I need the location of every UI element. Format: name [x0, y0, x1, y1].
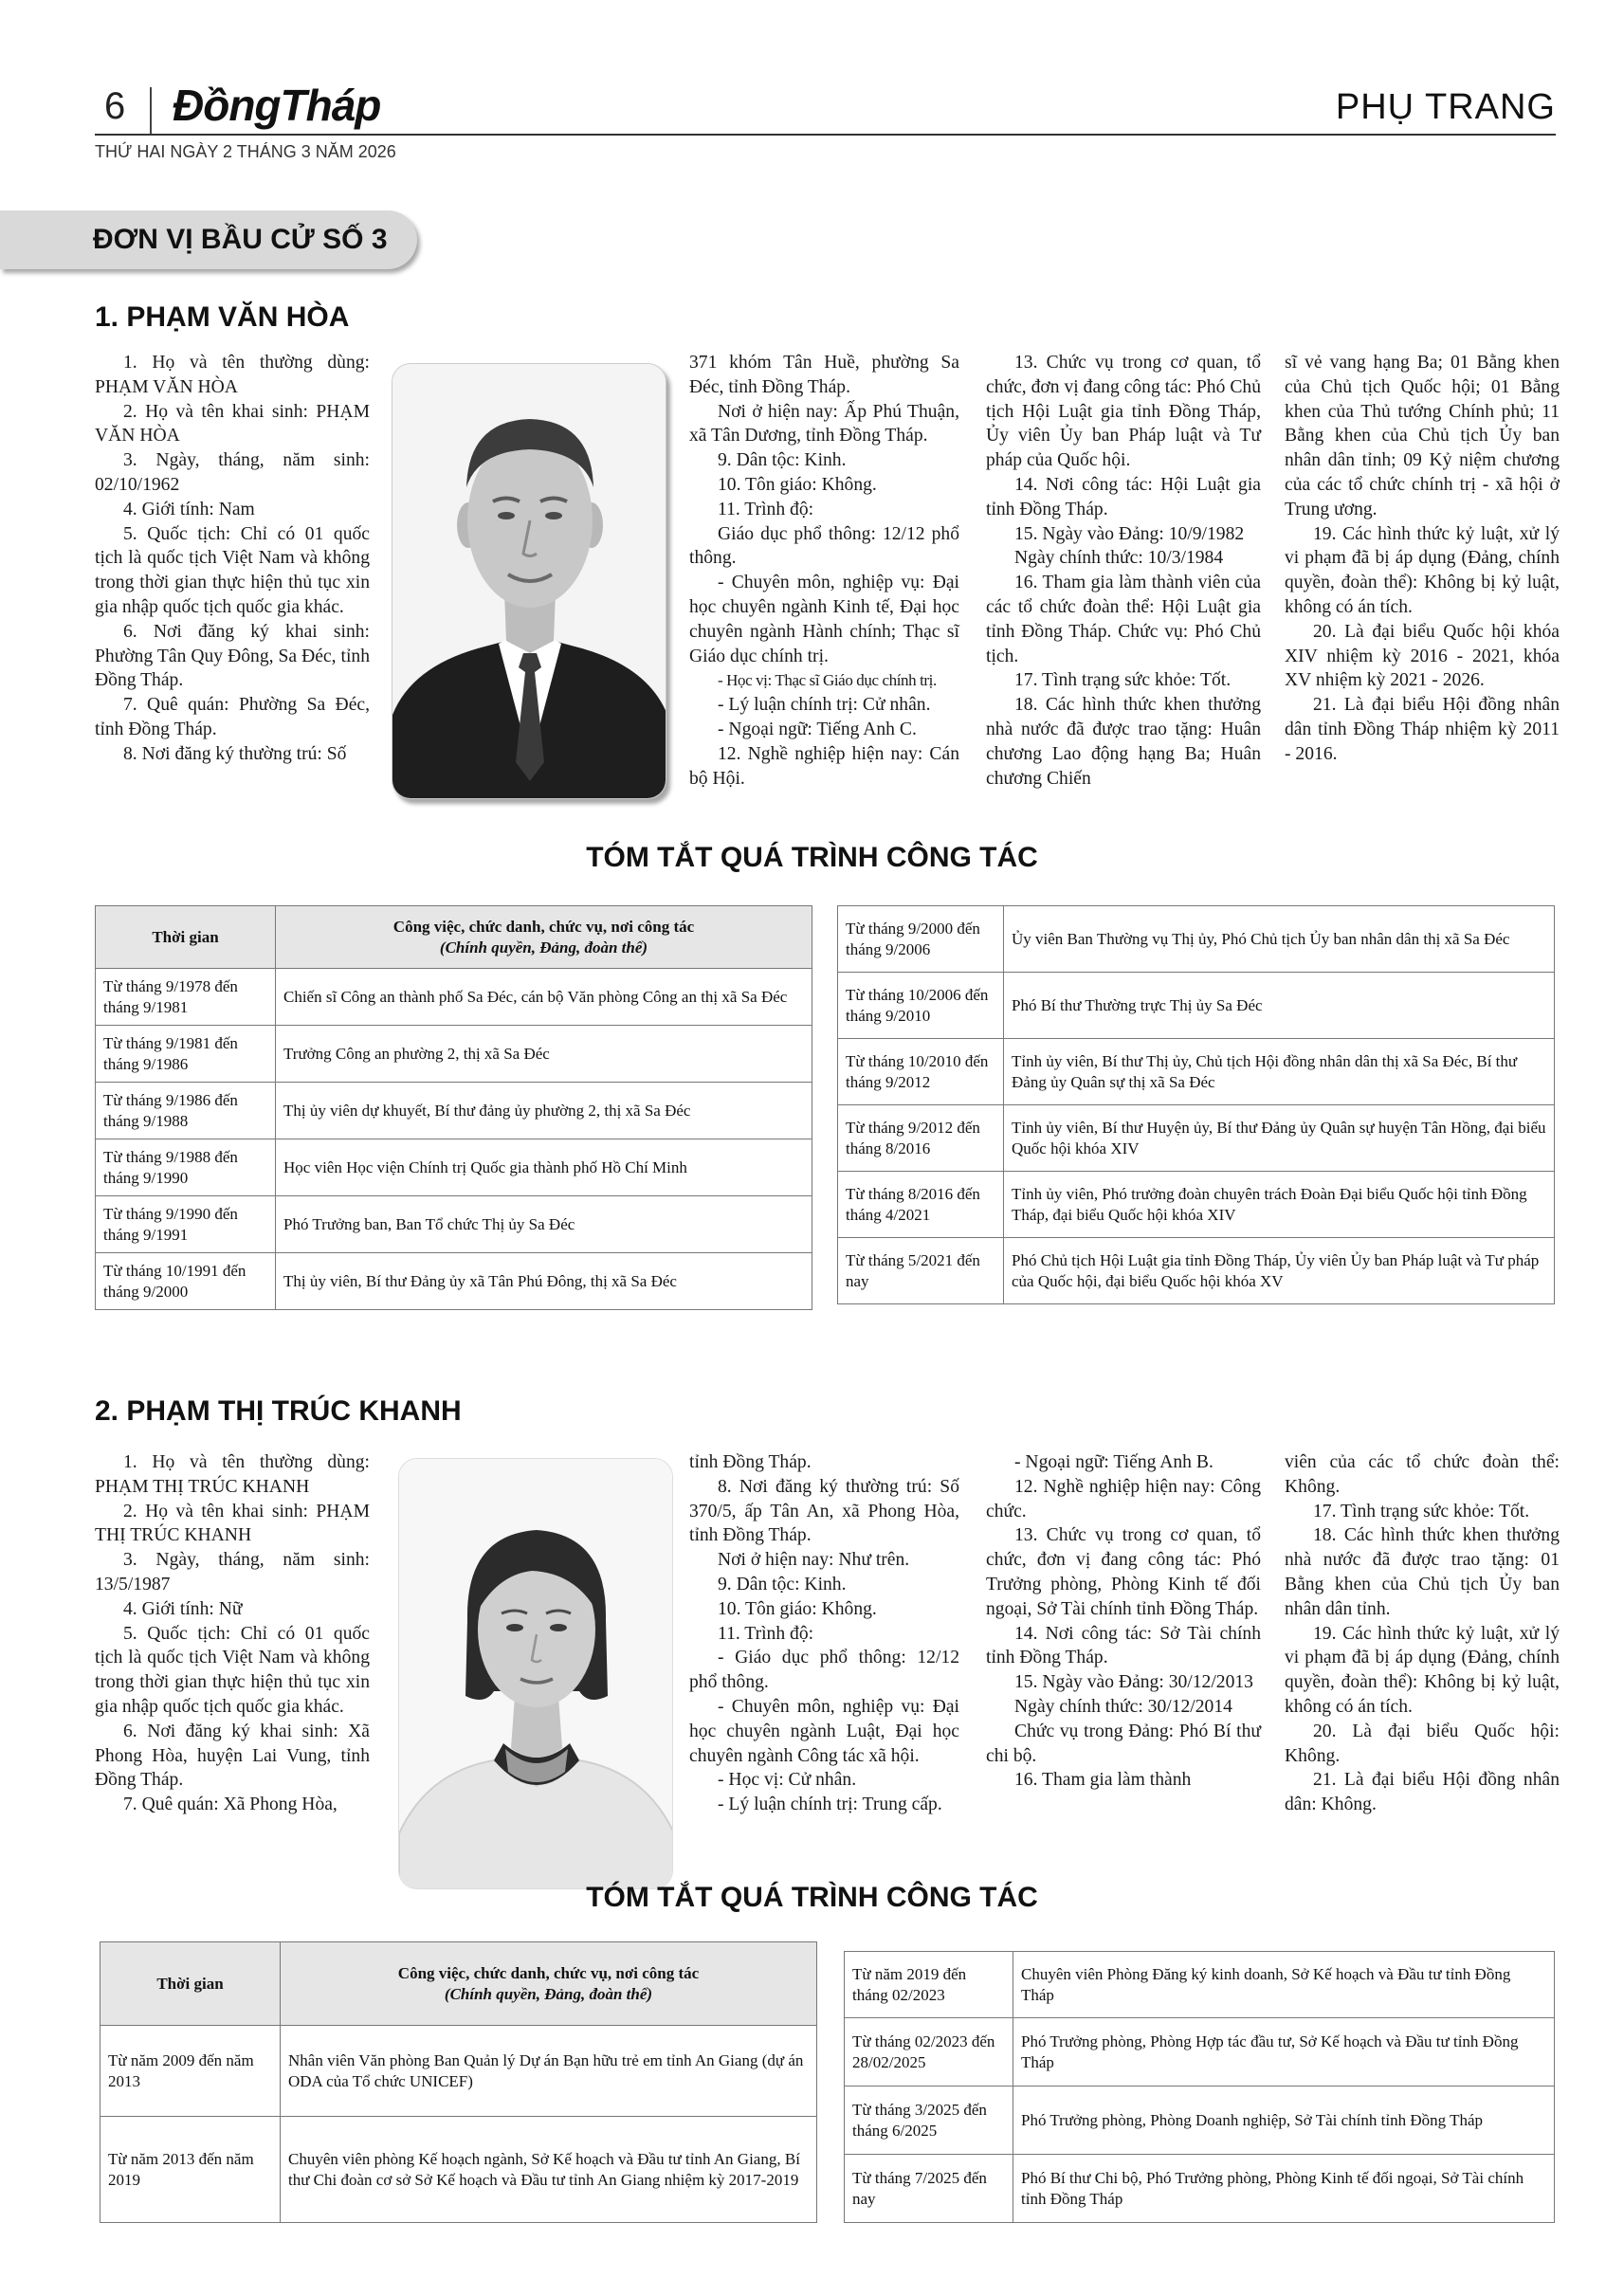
- time-cell: Từ tháng 5/2021 đến nay: [838, 1238, 1004, 1304]
- table-row: [838, 973, 1555, 1039]
- paragraph: Ngày chính thức: 10/3/1984: [1014, 548, 1224, 569]
- paragraph: tỉnh Đồng Tháp.: [689, 1452, 812, 1472]
- paragraph: 8. Nơi đăng ký thường trú: Số 370/5, ấp Tân An, xã Phong Hòa, tỉnh Đồng Tháp.: [689, 1476, 959, 1546]
- paragraph: Chức vụ trong Đảng: Phó Bí thư chi bộ.: [986, 1721, 1261, 1766]
- paragraph: Giáo dục phổ thông: 12/12 phổ thông.: [689, 523, 959, 569]
- time-cell: Từ tháng 9/1988 đến tháng 9/1990: [96, 1139, 276, 1196]
- table-row: [838, 906, 1555, 973]
- paragraph: 7. Quê quán: Xã Phong Hòa,: [123, 1795, 338, 1815]
- job-cell: Phó Trưởng phòng, Phòng Doanh nghiệp, Sở Tài chính tỉnh Đồng Tháp: [1013, 2086, 1555, 2155]
- paragraph: - Lý luận chính trị: Trung cấp.: [718, 1795, 942, 1815]
- job-cell: Chuyên viên phòng Kế hoạch ngành, Sở Kế hoạch và Đầu tư tỉnh An Giang, Bí thư Chi đoàn cơ sở Sở Kế hoạch và Đầu tư tỉnh An Giang nhiệm kỳ 2017-2019: [281, 2117, 817, 2223]
- table-row: [845, 2086, 1555, 2155]
- paragraph: 13. Chức vụ trong cơ quan, tổ chức, đơn vị đang công tác: Phó Trưởng phòng, Phòng Kinh tế đối ngoại, Sở Tài chính tỉnh Đồng Tháp.: [986, 1525, 1261, 1619]
- paragraph: - Lý luận chính trị: Cử nhân.: [718, 695, 931, 716]
- time-cell: Từ tháng 10/1991 đến tháng 9/2000: [96, 1253, 276, 1310]
- candidate-1-column-2: [689, 351, 959, 791]
- time-cell: Từ năm 2009 đến năm 2013: [100, 2026, 281, 2117]
- header-rule: [95, 134, 1556, 136]
- candidate-2-title: 2. PHẠM THỊ TRÚC KHANH: [95, 1395, 462, 1427]
- paragraph: Nơi ở hiện nay: Như trên.: [718, 1550, 910, 1571]
- candidate-2-career-table-left: [100, 1941, 817, 2223]
- paragraph: 16. Tham gia làm thành: [1014, 1770, 1192, 1791]
- paragraph: Ngày chính thức: 30/12/2014: [1014, 1696, 1232, 1717]
- table-row: [845, 1952, 1555, 2018]
- paragraph: 21. Là đại biểu Hội đồng nhân dân tỉnh Đồng Tháp nhiệm kỳ 2011 - 2016.: [1285, 695, 1560, 764]
- paragraph: 19. Các hình thức kỷ luật, xử lý vi phạm đã bị áp dụng (Đảng, chính quyền, đoàn thể): Không bị kỷ luật, không có án tích.: [1285, 1623, 1560, 1717]
- column-header-job-line1: Công việc, chức danh, chức vụ, nơi công tác: [397, 1963, 700, 1982]
- table-header-row: [96, 906, 812, 969]
- table-header-row: [100, 1942, 817, 2026]
- paragraph: 14. Nơi công tác: Hội Luật gia tỉnh Đồng Tháp.: [986, 474, 1261, 519]
- paragraph: sĩ vẻ vang hạng Ba; 01 Bằng khen của Chủ tịch Quốc hội; 01 Bằng khen của Thủ tướng Chính phủ; 11 Bằng khen của Chủ tịch Ủy ban nhân dân tỉnh; 09 Kỷ niệm chương của các tổ chức chính trị - xã hội ở Trung ương.: [1285, 353, 1560, 519]
- table-row: [838, 1172, 1555, 1238]
- column-header-job-line2: (Chính quyền, Đảng, đoàn thể): [439, 938, 648, 957]
- paragraph: 8. Nơi đăng ký thường trú: Số: [123, 743, 347, 764]
- paragraph: 7. Quê quán: Phường Sa Đéc, tỉnh Đồng Tháp.: [95, 695, 370, 739]
- job-cell: Tỉnh ủy viên, Bí thư Thị ủy, Chủ tịch Hội đồng nhân dân thị xã Sa Đéc, Bí thư Đảng ủy Quân sự thị xã Sa Đéc: [1004, 1039, 1555, 1105]
- paragraph: 20. Là đại biểu Quốc hội khóa XIV nhiệm kỳ 2016 - 2021, khóa XV nhiệm kỳ 2021 - 2026.: [1285, 621, 1560, 691]
- candidate-1-column-4: [1285, 351, 1560, 767]
- candidate-1-career-table-left: [95, 905, 812, 1310]
- paragraph: 5. Quốc tịch: Chỉ có 01 quốc tịch là quốc tịch Việt Nam và không trong thời gian thực hiện thủ tục xin gia nhập quốc tịch quốc gia khác.: [95, 1623, 370, 1717]
- table-row: [838, 1105, 1555, 1172]
- time-cell: Từ tháng 9/1981 đến tháng 9/1986: [96, 1026, 276, 1083]
- job-cell: Phó Trưởng ban, Ban Tổ chức Thị ủy Sa Đéc: [276, 1196, 812, 1253]
- masthead-logo: ĐồngTháp: [173, 81, 381, 130]
- paragraph: 18. Các hình thức khen thưởng nhà nước đã được trao tặng: Huân chương Lao động hạng Ba; Huân chương Chiến: [986, 695, 1261, 789]
- paragraph: 4. Giới tính: Nam: [123, 499, 255, 519]
- paragraph: 16. Tham gia làm thành viên của các tổ chức đoàn thể: Hội Luật gia tỉnh Đồng Tháp. Chức vụ: Phó Chủ tịch.: [986, 573, 1261, 666]
- candidate-1-career-table-right: [837, 905, 1555, 1304]
- column-header-job-line2: (Chính quyền, Đảng, đoàn thể): [444, 1984, 653, 2003]
- job-cell: Chiến sĩ Công an thành phố Sa Đéc, cán bộ Văn phòng Công an thị xã Sa Đéc: [276, 969, 812, 1026]
- candidate-2-column-1: [95, 1450, 370, 1817]
- table-row: [838, 1039, 1555, 1105]
- candidate-2-column-4: [1285, 1450, 1560, 1817]
- paragraph: 15. Ngày vào Đảng: 30/12/2013: [1014, 1672, 1253, 1693]
- banner-label: ĐƠN VỊ BẦU CỬ SỐ 3: [93, 224, 388, 255]
- paragraph: 6. Nơi đăng ký khai sinh: Phường Tân Quy Đông, Sa Đéc, tỉnh Đồng Tháp.: [95, 621, 370, 691]
- paragraph: 2. Họ và tên khai sinh: PHẠM VĂN HÒA: [95, 401, 370, 446]
- column-header-job: [281, 1942, 817, 2026]
- paragraph: 20. Là đại biểu Quốc hội: Không.: [1285, 1721, 1560, 1766]
- paragraph: 11. Trình độ:: [718, 499, 814, 519]
- time-cell: Từ tháng 9/1978 đến tháng 9/1981: [96, 969, 276, 1026]
- page-number: 6: [104, 85, 126, 127]
- job-cell: Thị ủy viên dự khuyết, Bí thư đảng ủy phường 2, thị xã Sa Đéc: [276, 1083, 812, 1139]
- table-row: [96, 1139, 812, 1196]
- table-row: [845, 2155, 1555, 2223]
- candidate-2-column-2: [689, 1450, 959, 1817]
- column-header-job-line1: Công việc, chức danh, chức vụ, nơi công tác: [392, 917, 695, 936]
- paragraph: 13. Chức vụ trong cơ quan, tổ chức, đơn vị đang công tác: Phó Chủ tịch Hội Luật gia tỉnh Đồng Tháp, Ủy viên Ủy ban Pháp luật và Tư pháp của Quốc hội.: [986, 353, 1261, 471]
- issue-date: THỨ HAI NGÀY 2 THÁNG 3 NĂM 2026: [95, 142, 396, 161]
- portrait-woman-image: [399, 1459, 673, 1889]
- job-cell: Trưởng Công an phường 2, thị xã Sa Đéc: [276, 1026, 812, 1083]
- time-cell: Từ tháng 7/2025 đến nay: [845, 2155, 1013, 2223]
- job-cell: Nhân viên Văn phòng Ban Quản lý Dự án Bạn hữu trẻ em tỉnh An Giang (dự án ODA của Tổ chức UNICEF): [281, 2026, 817, 2117]
- paragraph: 19. Các hình thức kỷ luật, xử lý vi phạm đã bị áp dụng (Đảng, chính quyền, đoàn thể): Không bị kỷ luật, không có án tích.: [1285, 523, 1560, 617]
- time-cell: Từ tháng 9/2000 đến tháng 9/2006: [838, 906, 1004, 973]
- paragraph: 15. Ngày vào Đảng: 10/9/1982: [1014, 523, 1245, 544]
- job-cell: Phó Trưởng phòng, Phòng Hợp tác đầu tư, Sở Kế hoạch và Đầu tư tỉnh Đồng Tháp: [1013, 2018, 1555, 2086]
- candidate-2-summary-title: TÓM TẮT QUÁ TRÌNH CÔNG TÁC: [586, 1882, 1038, 1913]
- table-row: [838, 1238, 1555, 1304]
- time-cell: Từ tháng 8/2016 đến tháng 4/2021: [838, 1172, 1004, 1238]
- candidate-2-column-3: [986, 1450, 1261, 1793]
- paragraph: 12. Nghề nghiệp hiện nay: Công chức.: [986, 1476, 1261, 1522]
- paragraph: 6. Nơi đăng ký khai sinh: Xã Phong Hòa, huyện Lai Vung, tỉnh Đồng Tháp.: [95, 1721, 370, 1791]
- time-cell: Từ tháng 9/1986 đến tháng 9/1988: [96, 1083, 276, 1139]
- paragraph: - Giáo dục phổ thông: 12/12 phổ thông.: [689, 1648, 959, 1693]
- table-row: [96, 969, 812, 1026]
- job-cell: Chuyên viên Phòng Đăng ký kinh doanh, Sở Kế hoạch và Đầu tư tỉnh Đồng Tháp: [1013, 1952, 1555, 2018]
- job-cell: Phó Chủ tịch Hội Luật gia tỉnh Đồng Tháp, Ủy viên Ủy ban Pháp luật và Tư pháp của Quốc hội, đại biểu Quốc hội khóa XV: [1004, 1238, 1555, 1304]
- paragraph: 371 khóm Tân Huề, phường Sa Đéc, tỉnh Đồng Tháp.: [689, 353, 959, 397]
- paragraph: - Chuyên môn, nghiệp vụ: Đại học chuyên ngành Luật, Đại học chuyên ngành Công tác xã hội.: [689, 1696, 959, 1766]
- header-separator: [150, 87, 152, 135]
- candidate-1-column-3: [986, 351, 1261, 791]
- paragraph: 9. Dân tộc: Kinh.: [718, 1574, 847, 1594]
- paragraph: 5. Quốc tịch: Chỉ có 01 quốc tịch là quốc tịch Việt Nam và không trong thời gian thực hiện thủ tục xin gia nhập quốc tịch quốc gia khác.: [95, 523, 370, 617]
- job-cell: Tỉnh ủy viên, Bí thư Huyện ủy, Bí thư Đảng ủy Quân sự huyện Tân Hồng, đại biểu Quốc hội khóa XIV: [1004, 1105, 1555, 1172]
- paragraph: - Chuyên môn, nghiệp vụ: Đại học chuyên ngành Kinh tế, Đại học chuyên ngành Hành chính; Thạc sĩ Giáo dục chính trị.: [689, 573, 959, 666]
- paragraph: 1. Họ và tên thường dùng: PHẠM THỊ TRÚC KHANH: [95, 1452, 370, 1497]
- paragraph: 12. Nghề nghiệp hiện nay: Cán bộ Hội.: [689, 743, 959, 789]
- portrait-man-image: [392, 364, 666, 799]
- table-row: [96, 1253, 812, 1310]
- paragraph: 21. Là đại biểu Hội đồng nhân dân: Không.: [1285, 1770, 1560, 1815]
- time-cell: Từ năm 2019 đến tháng 02/2023: [845, 1952, 1013, 2018]
- paragraph: 2. Họ và tên khai sinh: PHẠM THỊ TRÚC KHANH: [95, 1501, 370, 1546]
- job-cell: Phó Bí thư Thường trực Thị ủy Sa Đéc: [1004, 973, 1555, 1039]
- candidate-1-column-1: [95, 351, 370, 767]
- paragraph: 10. Tôn giáo: Không.: [718, 1598, 877, 1619]
- job-cell: Học viên Học viện Chính trị Quốc gia thành phố Hồ Chí Minh: [276, 1139, 812, 1196]
- time-cell: Từ tháng 9/1990 đến tháng 9/1991: [96, 1196, 276, 1253]
- time-cell: Từ tháng 02/2023 đến 28/02/2025: [845, 2018, 1013, 2086]
- table-row: [100, 2026, 817, 2117]
- paragraph: 17. Tình trạng sức khỏe: Tốt.: [1014, 670, 1232, 691]
- job-cell: Thị ủy viên, Bí thư Đảng ủy xã Tân Phú Đông, thị xã Sa Đéc: [276, 1253, 812, 1310]
- table-row: [100, 2117, 817, 2223]
- time-cell: Từ năm 2013 đến năm 2019: [100, 2117, 281, 2223]
- time-cell: Từ tháng 9/2012 đến tháng 8/2016: [838, 1105, 1004, 1172]
- paragraph: 1. Họ và tên thường dùng: PHẠM VĂN HÒA: [95, 353, 370, 397]
- job-cell: Ủy viên Ban Thường vụ Thị ủy, Phó Chủ tịch Ủy ban nhân dân thị xã Sa Đéc: [1004, 906, 1555, 973]
- candidate-1-summary-title: TÓM TẮT QUÁ TRÌNH CÔNG TÁC: [586, 842, 1038, 873]
- job-cell: Tỉnh ủy viên, Phó trưởng đoàn chuyên trách Đoàn Đại biểu Quốc hội tỉnh Đồng Tháp, đại biểu Quốc hội khóa XIV: [1004, 1172, 1555, 1238]
- candidate-2-portrait: [398, 1458, 673, 1889]
- paragraph: - Ngoại ngữ: Tiếng Anh B.: [1014, 1452, 1213, 1472]
- candidate-1-portrait: [392, 363, 666, 799]
- column-header-time: Thời gian: [100, 1942, 281, 2026]
- paragraph: 18. Các hình thức khen thưởng nhà nước đã được trao tặng: 01 Bằng khen của Chủ tịch Ủy ban nhân dân tỉnh.: [1285, 1525, 1560, 1619]
- table-row: [96, 1196, 812, 1253]
- paragraph: 3. Ngày, tháng, năm sinh: 02/10/1962: [95, 450, 370, 495]
- paragraph: - Ngoại ngữ: Tiếng Anh C.: [718, 719, 917, 739]
- paragraph: 10. Tôn giáo: Không.: [718, 474, 877, 495]
- paragraph: - Học vị: Cử nhân.: [718, 1770, 857, 1791]
- paragraph: Nơi ở hiện nay: Ấp Phú Thuận, xã Tân Dương, tỉnh Đồng Tháp.: [689, 401, 959, 446]
- table-row: [845, 2018, 1555, 2086]
- paragraph: 4. Giới tính: Nữ: [123, 1598, 243, 1619]
- job-cell: Phó Bí thư Chi bộ, Phó Trưởng phòng, Phòng Kinh tế đối ngoại, Sở Tài chính tỉnh Đồng Tháp: [1013, 2155, 1555, 2223]
- paragraph: 11. Trình độ:: [718, 1623, 814, 1644]
- table-row: [96, 1083, 812, 1139]
- candidate-1-title: 1. PHẠM VĂN HÒA: [95, 301, 350, 333]
- table-row: [96, 1026, 812, 1083]
- column-header-job: [276, 906, 812, 969]
- paragraph: 9. Dân tộc: Kinh.: [718, 450, 847, 471]
- paragraph: 14. Nơi công tác: Sở Tài chính tỉnh Đồng Tháp.: [986, 1623, 1261, 1668]
- paragraph: 17. Tình trạng sức khỏe: Tốt.: [1313, 1501, 1530, 1522]
- paragraph: 3. Ngày, tháng, năm sinh: 13/5/1987: [95, 1550, 370, 1594]
- column-header-time: Thời gian: [96, 906, 276, 969]
- time-cell: Từ tháng 10/2006 đến tháng 9/2010: [838, 973, 1004, 1039]
- time-cell: Từ tháng 3/2025 đến tháng 6/2025: [845, 2086, 1013, 2155]
- section-name: PHỤ TRANG: [1335, 87, 1556, 127]
- candidate-2-career-table-right: [844, 1951, 1555, 2223]
- paragraph: viên của các tổ chức đoàn thể: Không.: [1285, 1452, 1560, 1497]
- time-cell: Từ tháng 10/2010 đến tháng 9/2012: [838, 1039, 1004, 1105]
- paragraph: - Học vị: Thạc sĩ Giáo dục chính trị.: [718, 671, 937, 690]
